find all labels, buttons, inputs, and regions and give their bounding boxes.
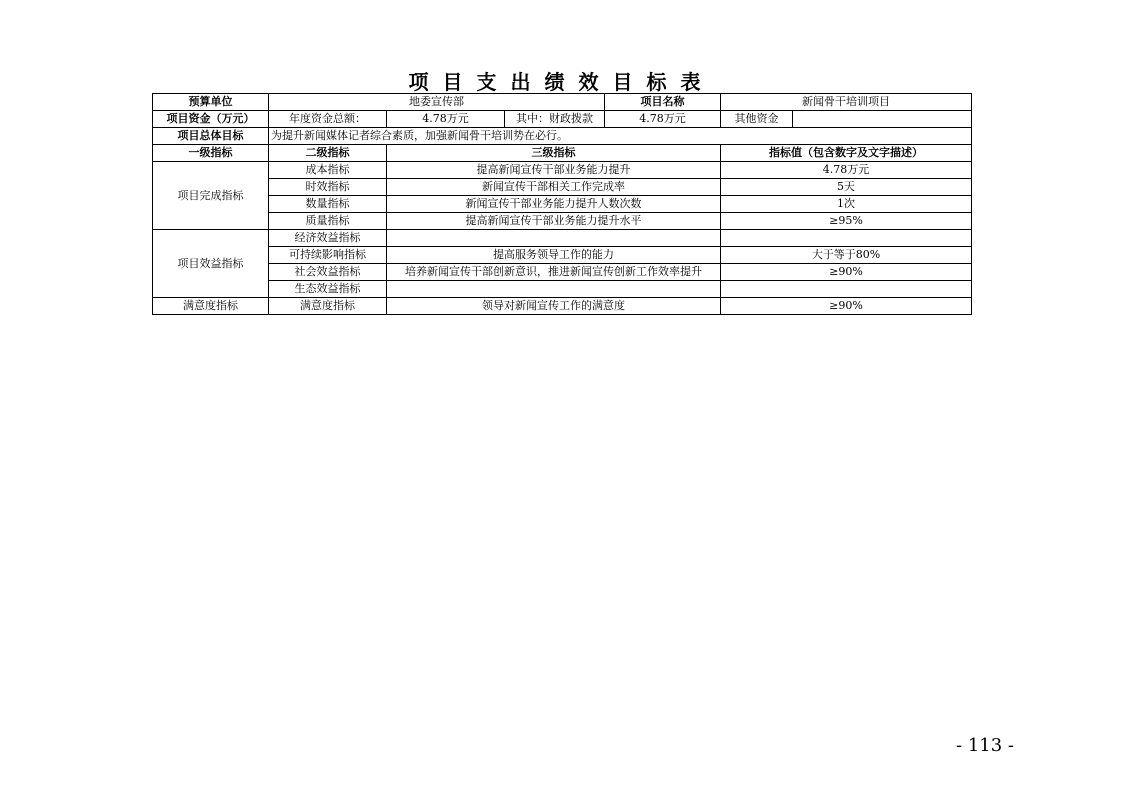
value-header: 指标值（包含数字及文字描述） [721,145,972,162]
funds-label: 项目资金（万元） [153,111,269,128]
value-cell [721,281,972,298]
page-title: 项目支出绩效目标表 [408,70,715,94]
value-cell: 大于等于80% [721,247,972,264]
level3-cell: 提高服务领导工作的能力 [387,247,721,264]
table-row [153,196,972,213]
group-name-satisfaction: 满意度指标 [153,298,269,315]
level3-cell: 新闻宣传干部相关工作完成率 [387,179,721,196]
column-header-row [153,145,972,162]
value-cell: ≥90% [721,264,972,281]
level2-cell: 生态效益指标 [269,281,387,298]
page-number: - 113 - [956,735,1014,756]
goal-text: 为提升新闻媒体记者综合素质，加强新闻骨干培训势在必行。 [269,128,972,145]
project-name-value: 新闻骨干培训项目 [721,94,972,111]
level3-cell: 新闻宣传干部业务能力提升人数次数 [387,196,721,213]
table-row [153,213,972,230]
project-name-label: 项目名称 [605,94,721,111]
table-row [153,247,972,264]
level3-cell [387,230,721,247]
table-row [153,162,972,179]
level3-cell [387,281,721,298]
table-row [153,281,972,298]
table-row [153,264,972,281]
level3-cell: 提高新闻宣传干部业务能力提升水平 [387,213,721,230]
table-row [153,179,972,196]
level2-cell: 经济效益指标 [269,230,387,247]
value-cell: 1次 [721,196,972,213]
budget-unit-row [153,94,972,111]
level2-cell: 成本指标 [269,162,387,179]
value-cell: ≥90% [721,298,972,315]
value-cell: 4.78万元 [721,162,972,179]
other-funds-label: 其他资金 [721,111,793,128]
fiscal-funds-label: 其中：财政拨款 [505,111,605,128]
group-name-benefit: 项目效益指标 [153,230,269,298]
value-cell: ≥95% [721,213,972,230]
level1-header: 一级指标 [153,145,269,162]
value-cell: 5天 [721,179,972,196]
other-funds-value [793,111,972,128]
level2-cell: 可持续影响指标 [269,247,387,264]
level3-header: 三级指标 [387,145,721,162]
group-name-completion: 项目完成指标 [153,162,269,230]
level2-header: 二级指标 [269,145,387,162]
level3-cell: 领导对新闻宣传工作的满意度 [387,298,721,315]
budget-unit-value: 地委宣传部 [269,94,605,111]
level2-cell: 社会效益指标 [269,264,387,281]
performance-table [152,93,972,315]
funds-row [153,111,972,128]
table-row [153,298,972,315]
goal-row [153,128,972,145]
level2-cell: 数量指标 [269,196,387,213]
level2-cell: 时效指标 [269,179,387,196]
level2-cell: 质量指标 [269,213,387,230]
budget-unit-label: 预算单位 [153,94,269,111]
fiscal-funds-value: 4.78万元 [605,111,721,128]
value-cell [721,230,972,247]
level3-cell: 培养新闻宣传干部创新意识，推进新闻宣传创新工作效率提升 [387,264,721,281]
total-funds-label: 年度资金总额： [269,111,387,128]
table-row [153,230,972,247]
total-funds-value: 4.78万元 [387,111,505,128]
level2-cell: 满意度指标 [269,298,387,315]
level3-cell: 提高新闻宣传干部业务能力提升 [387,162,721,179]
goal-label: 项目总体目标 [153,128,269,145]
